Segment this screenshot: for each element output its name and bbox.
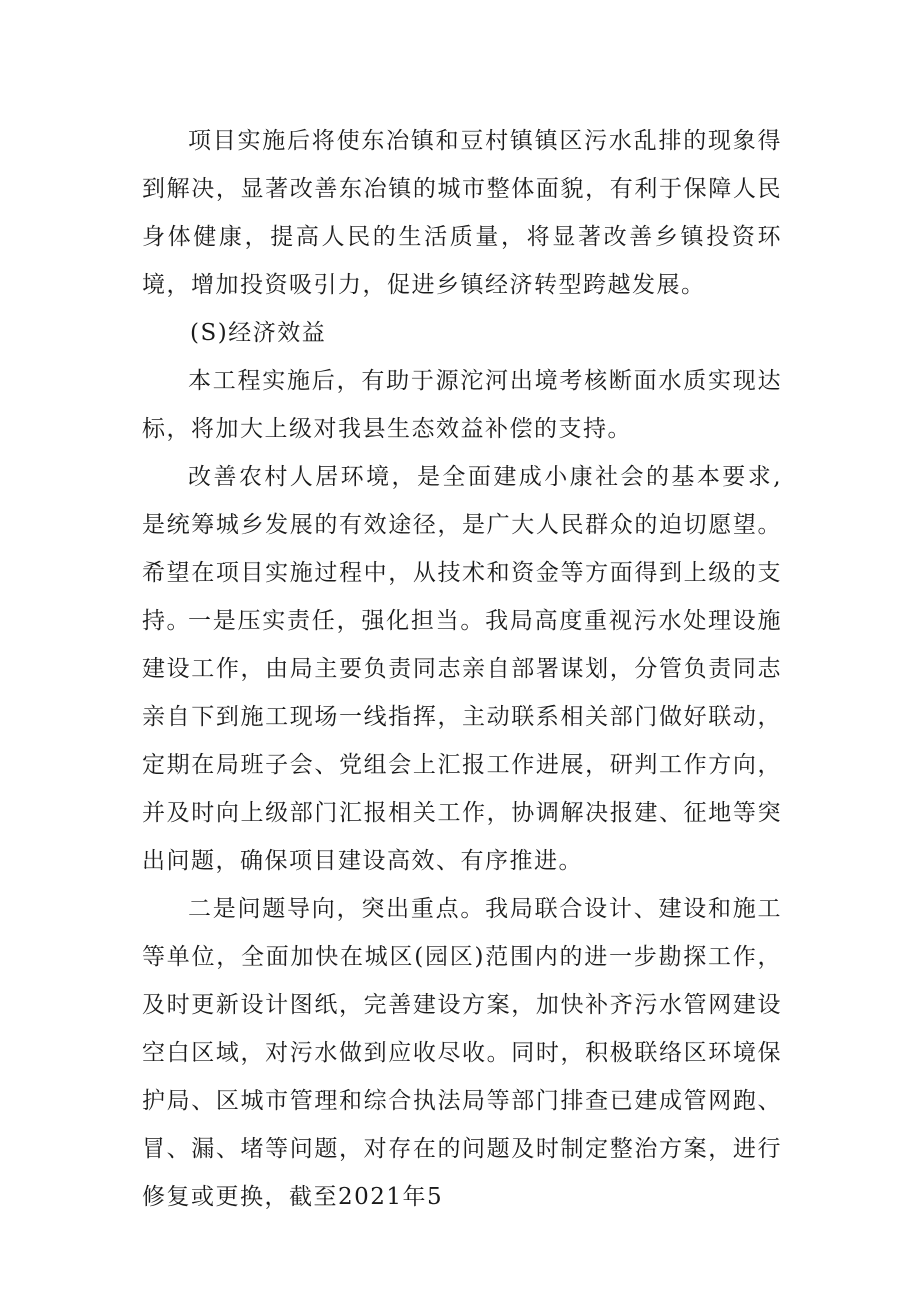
paragraph-responsibility: 一是压实责任，强化担当。我局高度重视污水处理设施建设工作，由局主要负责同志亲自部署谋划，分管负责同志亲自下到施工现场一线指挥，主动联系相关部门做好联动，定期在局班子会、党组会上汇报工作进展，研判工作方向，并及时向上级部门汇报相关工作，协调解决报建、征地等突出问题，确保项目建设高效、有序推进。: [142, 608, 782, 874]
section-heading-economic-benefit: (S)经济效益: [190, 320, 327, 346]
paragraph-rural-environment: 改善农村人居环境，是全面建成小康社会的基本要求,是统筹城乡发展的有效途径，是广大人民群众的迫切愿望。希望在项目实施过程中，从技术和资金等方面得到上级的支持。: [142, 464, 782, 634]
paragraph-project-impact: 项目实施后将使东冶镇和豆村镇镇区污水乱排的现象得到解决，显著改善东冶镇的城市整体面貌，有利于保障人民身体健康，提高人民的生活质量，将显著改善乡镇投资环境，增加投资吸引力，促进乡镇经济转型跨越发展。: [142, 128, 782, 298]
paragraph-water-quality: 本工程实施后，有助于源沱河出境考核断面水质实现达标，将加大上级对我县生态效益补偿的支持。: [142, 368, 782, 442]
paragraph-problem-oriented: 二是问题导向，突出重点。我局联合设计、建设和施工等单位，全面加快在城区(园区)范围内的进一步勘探工作，及时更新设计图纸，完善建设方案，加快补齐污水管网建设空白区域，对污水做到应收尽收。同时，积极联络区环境保护局、区城市管理和综合执法局等部门排查已建成管网跑、冒、漏、堵等问题，对存在的问题及时制定整治方案，进行修复或更换，截至2021年5: [142, 896, 782, 1210]
